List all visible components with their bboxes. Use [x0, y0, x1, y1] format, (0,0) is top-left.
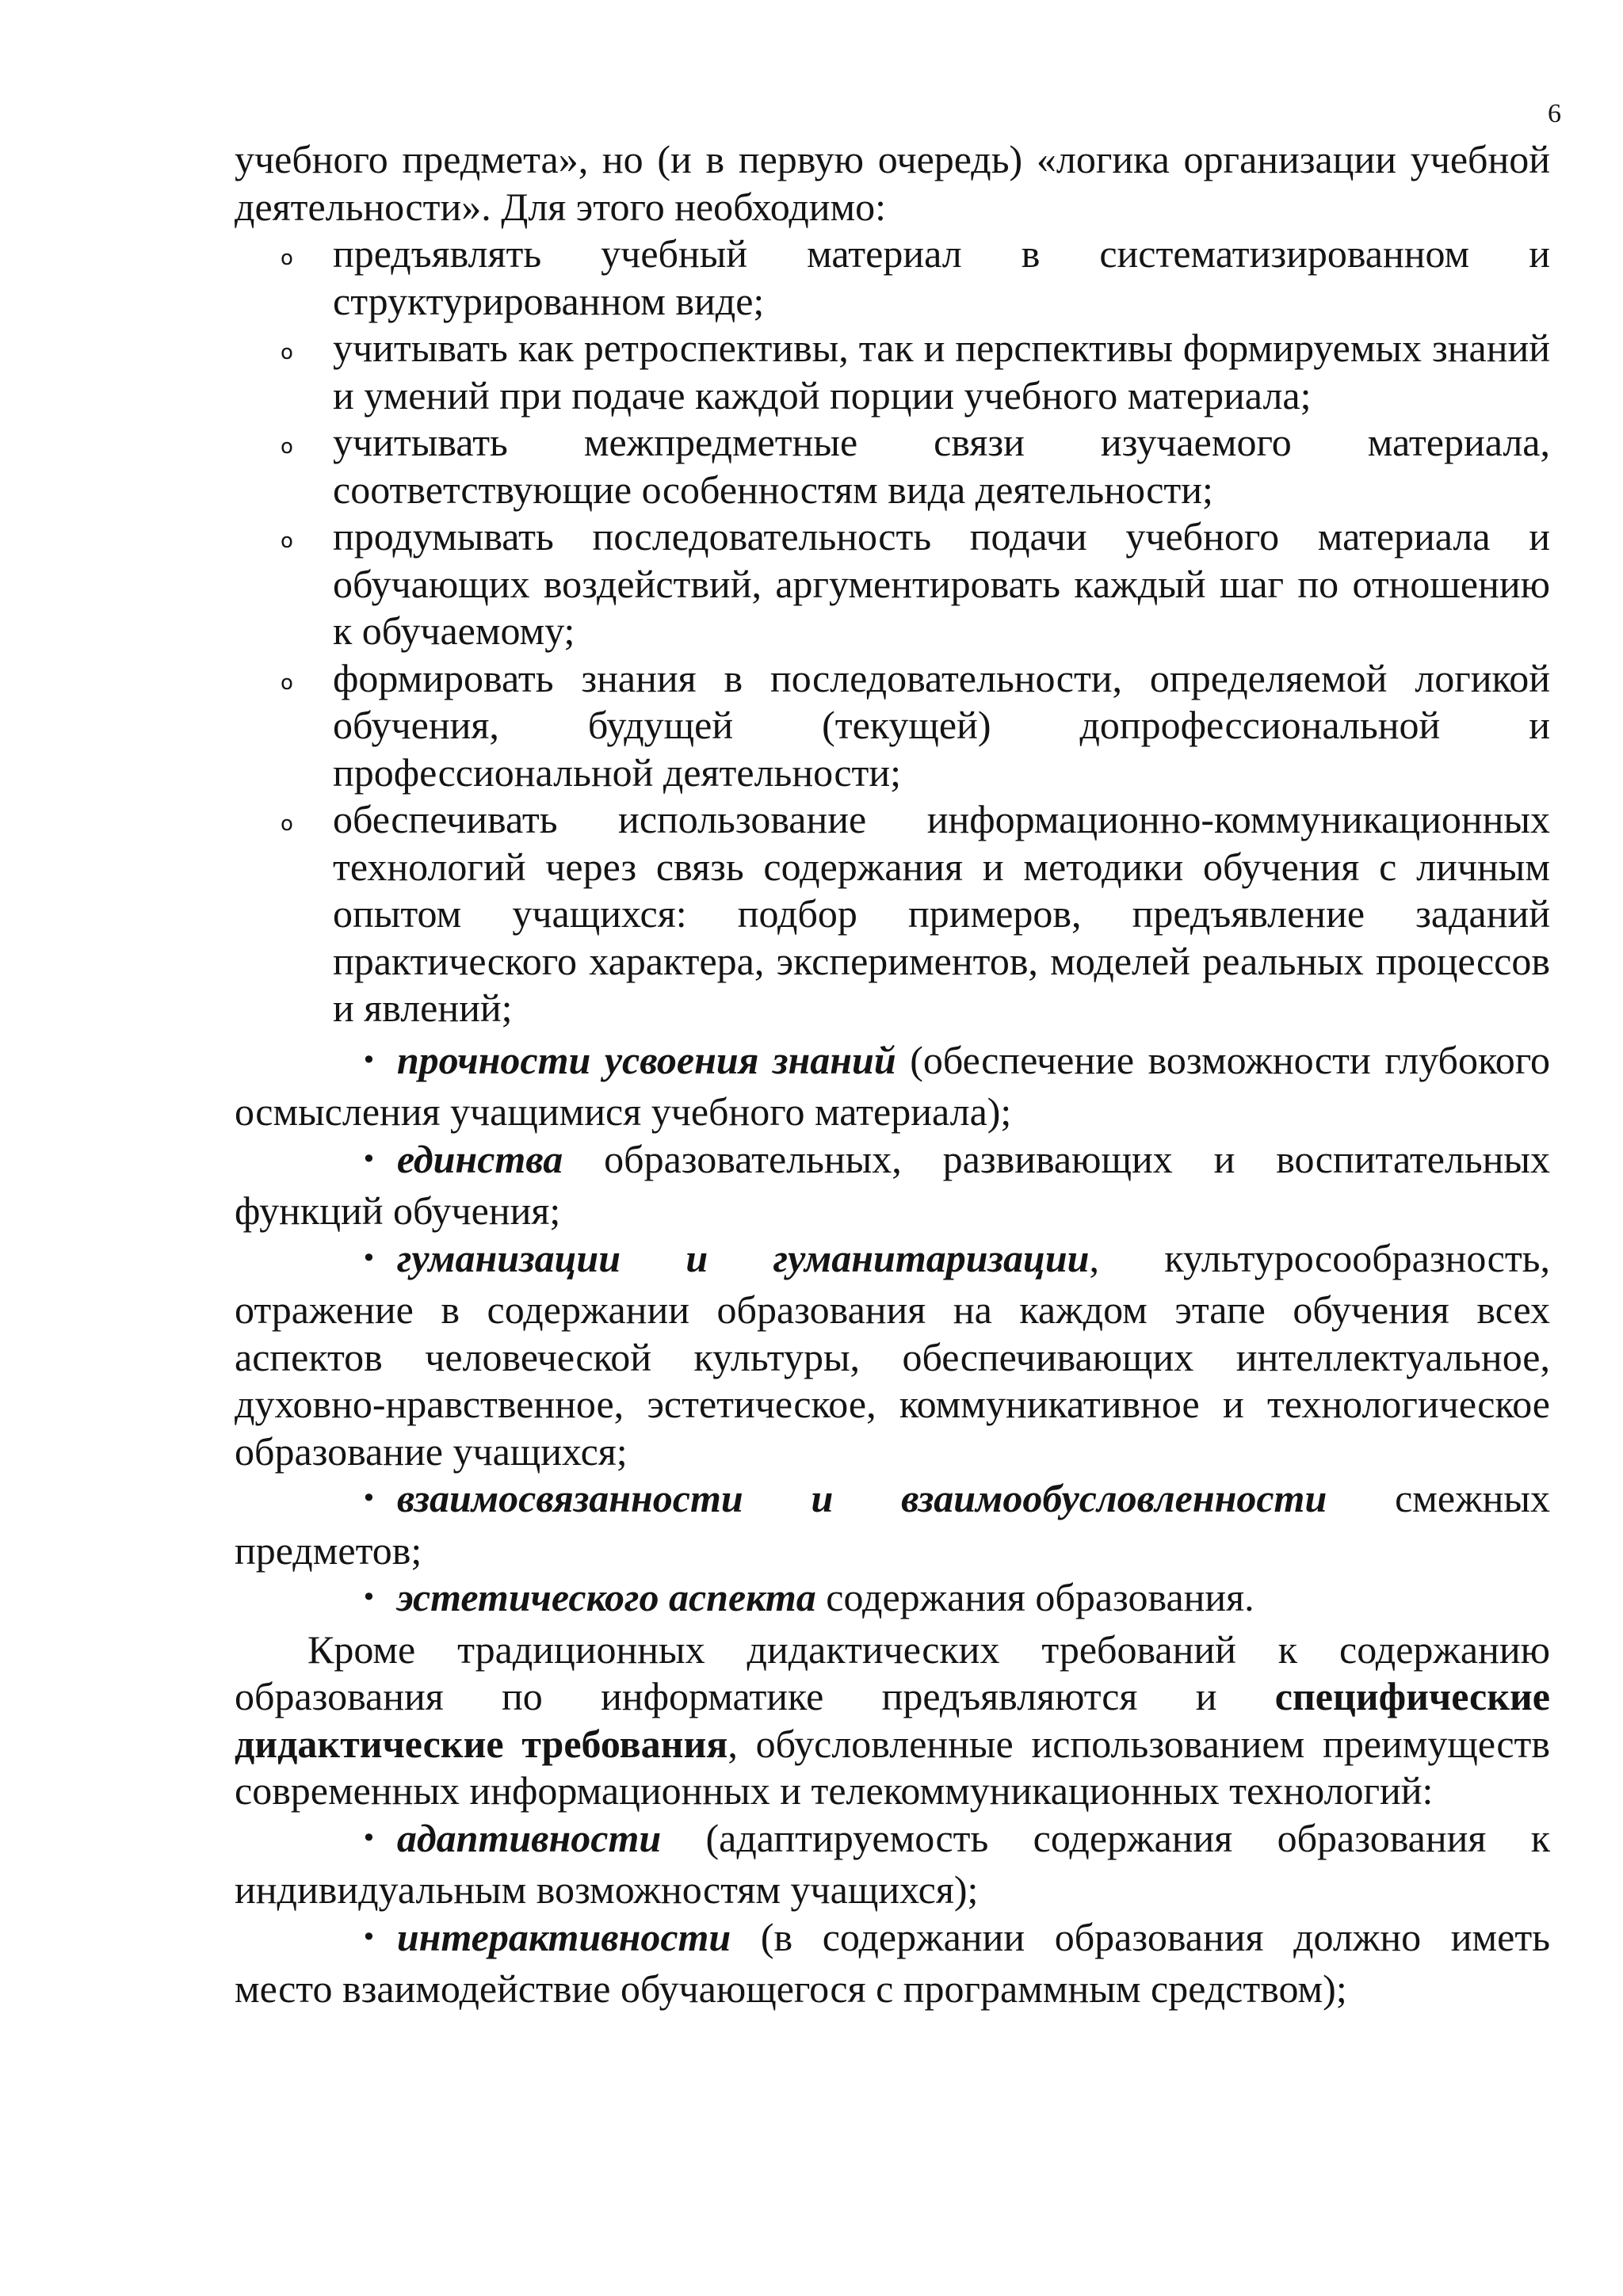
sublist-item	[281, 513, 1550, 655]
sublist-item	[281, 419, 1550, 513]
principle-text: смежных предметов;	[235, 1476, 1550, 1573]
bullet-dot-icon: •	[361, 1143, 376, 1174]
sublist-item	[281, 655, 1550, 797]
principle-text: образовательных, развивающих и воспитательных функций обучения;	[235, 1136, 1550, 1233]
circle-bullet-icon: o	[281, 670, 293, 695]
sublist-item	[281, 325, 1550, 419]
specific-requirements-paragraph	[235, 1627, 1550, 1815]
principle-term: прочности усвоения знаний	[396, 1037, 896, 1082]
principle-term: эстетического аспекта	[396, 1575, 816, 1619]
principle-term: гуманизации и гуманитаризации	[396, 1235, 1090, 1280]
principle-term: взаимосвязанности и взаимообусловленности	[396, 1476, 1327, 1520]
bullet-dot-icon: •	[361, 1044, 376, 1075]
principle-item	[235, 1136, 1550, 1235]
principle-text: (адаптируемость содержания образования к индивидуальным возможностям учащихся);	[235, 1815, 1550, 1912]
principle-item	[235, 1914, 1550, 2013]
paragraph-text: , обусловленные использованием преимуществ современных информационных и телекоммуникационных технологий:	[235, 1721, 1551, 1813]
principle-term: интерактивности	[396, 1914, 731, 1959]
principle-text: , культуросообразность, отражение в содержании образования на каждом этапе обучения всех аспектов человеческой культуры, обеспечивающих интеллектуальное, духовно-нравственное, эстетическое, коммуникативное и технологическое образование учащихся;	[235, 1235, 1550, 1474]
bullet-dot-icon: •	[361, 1921, 376, 1952]
circle-bullet-icon: o	[281, 812, 293, 836]
circle-bullet-icon: o	[281, 341, 293, 364]
intro-paragraph: учебного предмета», но (и в первую очередь) «логика организации учебной деятельности». Для этого необходимо:	[235, 137, 1550, 229]
principle-item	[235, 1815, 1550, 1914]
sublist-item-text: предъявлять учебный материал в систематизированном и структурированном виде;	[333, 231, 1550, 323]
bullet-dot-icon: •	[361, 1242, 376, 1273]
principle-item	[235, 1037, 1550, 1136]
sublist-item-text: формировать знания в последовательности, определяемой логикой обучения, будущей (текущей) допрофессиональной и профессиональной деятельности;	[333, 655, 1550, 795]
sublist-item	[281, 796, 1550, 1032]
principle-term: адаптивности	[396, 1815, 662, 1860]
sublist-item-text: обеспечивать использование информационно-коммуникационных технологий через связь содержания и методики обучения с личным опытом учащихся: подбор примеров, предъявление заданий практического характера, экспериментов, моделей реальных процессов и явлений;	[333, 797, 1550, 1030]
sublist-item-text: учитывать межпредметные связи изучаемого материала, соответствующие особенностям вида деятельности;	[333, 420, 1550, 512]
bullet-dot-icon: •	[361, 1483, 376, 1513]
principle-text: (обеспечение возможности глубокого осмысления учащимися учебного материала);	[235, 1037, 1550, 1134]
principle-item	[235, 1235, 1550, 1476]
circle-bullet-icon: o	[281, 529, 293, 553]
circle-bullet-icon: o	[281, 435, 293, 459]
bullet-dot-icon: •	[361, 1822, 376, 1853]
principle-item	[235, 1574, 1550, 1627]
principle-text: содержания образования.	[815, 1575, 1254, 1619]
bullet-dot-icon: •	[361, 1582, 376, 1612]
circle-bullet-icon: o	[281, 246, 293, 270]
sublist-item	[281, 231, 1550, 325]
sublist-item-text: учитывать как ретроспективы, так и перспективы формируемых знаний и умений при подаче каждой порции учебного материала;	[333, 326, 1550, 418]
principle-item	[235, 1475, 1550, 1574]
paragraph-bold-term: специфические дидактические требования	[235, 1674, 1550, 1766]
document-body	[235, 136, 1550, 2013]
page-number: 6	[1548, 99, 1561, 128]
requirements-sublist	[235, 231, 1550, 1032]
principle-term: единства	[396, 1136, 563, 1181]
paragraph-text: Кроме традиционных дидактических требований к содержанию образования по информатике предъявляются и	[235, 1627, 1550, 1718]
principle-text: (в содержании образования должно иметь место взаимодействие обучающегося с программным средством);	[235, 1914, 1550, 2011]
sublist-item-text: продумывать последовательность подачи учебного материала и обучающих воздействий, аргументировать каждый шаг по отношению к обучаемому;	[333, 514, 1550, 653]
